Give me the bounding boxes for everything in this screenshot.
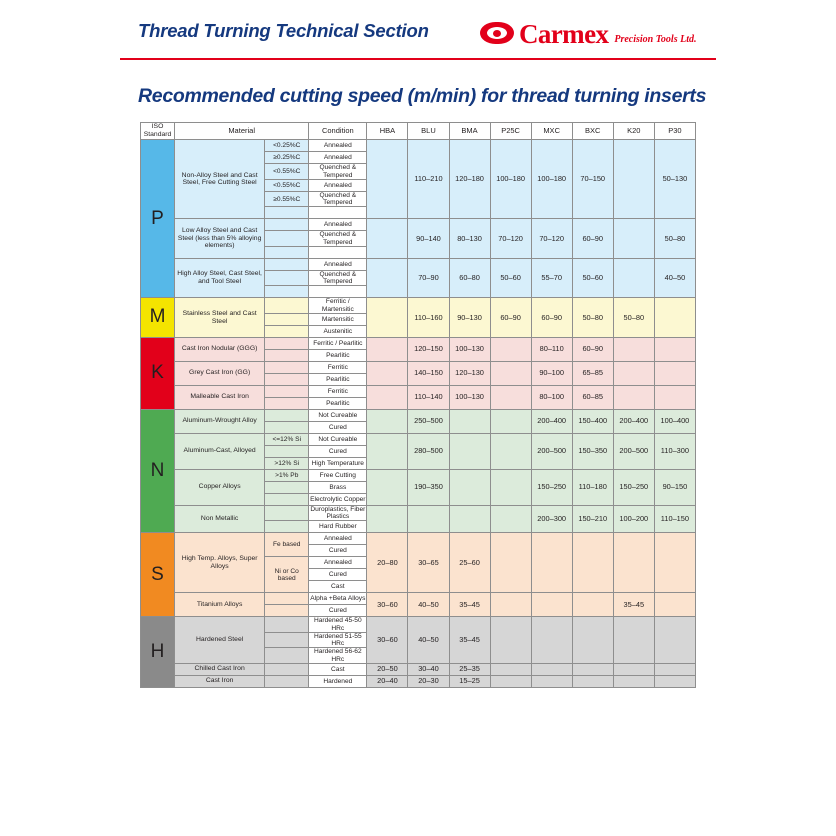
condition-cell: Annealed <box>309 179 367 191</box>
condition-cell: Ferritic / Martensitic <box>309 298 367 314</box>
material-subtype-cell <box>265 397 309 409</box>
material-cell: Non Metallic <box>175 505 265 533</box>
speed-value-mxc: 80–110 <box>531 337 572 361</box>
speed-value-mxc <box>531 533 572 593</box>
table-row <box>141 433 696 445</box>
speed-value-bma: 90–130 <box>449 298 490 338</box>
speed-value-blu: 250–500 <box>408 409 449 433</box>
speed-value-p30: 50–130 <box>654 140 695 219</box>
speed-value-p25c <box>490 533 531 593</box>
table-row <box>141 505 696 521</box>
speed-value-p30: 110–300 <box>654 433 695 469</box>
material-cell: Aluminum-Cast, Alloyed <box>175 433 265 469</box>
table-header-row <box>141 123 696 140</box>
speed-value-k20 <box>613 675 654 687</box>
speed-value-p25c <box>490 361 531 385</box>
condition-cell: Pearlitic <box>309 397 367 409</box>
header-grade-mxc: MXC <box>531 123 572 140</box>
table-row <box>141 385 696 397</box>
condition-cell: Cured <box>309 605 367 617</box>
speed-value-bma: 100–130 <box>449 385 490 409</box>
condition-cell: Annealed <box>309 258 367 270</box>
table-row <box>141 663 696 675</box>
material-cell: Aluminum-Wrought Alloy <box>175 409 265 433</box>
speed-value-bxc: 60–90 <box>572 337 613 361</box>
speed-value-bxc <box>572 617 613 664</box>
iso-group-s: S <box>141 533 175 617</box>
speed-value-bxc <box>572 533 613 593</box>
table-row <box>141 337 696 349</box>
iso-group-m: M <box>141 298 175 338</box>
material-subtype-cell <box>265 632 309 648</box>
speed-value-mxc: 60–90 <box>531 298 572 338</box>
header-grade-hba: HBA <box>367 123 408 140</box>
page-header <box>0 0 836 62</box>
material-cell: Cast Iron Nodular (GGG) <box>175 337 265 361</box>
material-subtype-cell <box>265 361 309 373</box>
speed-value-p25c <box>490 505 531 533</box>
table-row <box>141 258 696 270</box>
material-subtype-cell <box>265 421 309 433</box>
table-row <box>141 675 696 687</box>
material-cell: Chilled Cast Iron <box>175 663 265 675</box>
condition-cell: High Temperature <box>309 457 367 469</box>
speed-value-p30 <box>654 593 695 617</box>
condition-cell: Quenched & Tempered <box>309 270 367 286</box>
material-cell: Stainless Steel and Cast Steel <box>175 298 265 338</box>
section-title: Recommended cutting speed (m/min) for thread turning inserts <box>138 85 707 107</box>
material-subtype-cell <box>265 663 309 675</box>
speed-value-hba <box>367 505 408 533</box>
speed-value-p30 <box>654 533 695 593</box>
material-subtype-cell <box>265 593 309 605</box>
condition-cell: Annealed <box>309 140 367 152</box>
speed-value-k20 <box>613 533 654 593</box>
speed-value-mxc: 70–120 <box>531 219 572 259</box>
speed-value-p25c: 50–60 <box>490 258 531 298</box>
material-subtype-cell: <0.25%C <box>265 140 309 152</box>
material-subtype-cell <box>265 505 309 521</box>
condition-cell <box>309 286 367 298</box>
speed-value-bma <box>449 409 490 433</box>
condition-cell <box>309 246 367 258</box>
speed-value-p25c: 70–120 <box>490 219 531 259</box>
speed-value-hba: 20–50 <box>367 663 408 675</box>
header-grade-p25c: P25C <box>490 123 531 140</box>
speed-value-p25c <box>490 409 531 433</box>
speed-value-hba <box>367 219 408 259</box>
speed-value-blu: 90–140 <box>408 219 449 259</box>
speed-value-blu: 140–150 <box>408 361 449 385</box>
material-subtype-cell <box>265 313 309 325</box>
material-subtype-cell <box>265 617 309 633</box>
material-cell: Titanium Alloys <box>175 593 265 617</box>
speed-value-p25c: 60–90 <box>490 298 531 338</box>
table-row <box>141 469 696 481</box>
speed-value-blu: 40–50 <box>408 617 449 664</box>
speed-value-hba: 20–40 <box>367 675 408 687</box>
cutting-speed-table-wrapper <box>140 122 696 688</box>
material-subtype-cell <box>265 648 309 664</box>
speed-value-bxc: 50–60 <box>572 258 613 298</box>
table-body <box>141 123 696 688</box>
speed-value-p25c <box>490 663 531 675</box>
material-cell: Grey Cast Iron (GG) <box>175 361 265 385</box>
speed-value-bma: 25–60 <box>449 533 490 593</box>
table-row <box>141 361 696 373</box>
speed-value-p30 <box>654 337 695 361</box>
speed-value-blu: 110–140 <box>408 385 449 409</box>
speed-value-blu: 30–65 <box>408 533 449 593</box>
speed-value-p30: 40–50 <box>654 258 695 298</box>
material-subtype-cell: <0.55%C <box>265 179 309 191</box>
speed-value-blu: 120–150 <box>408 337 449 361</box>
table-row <box>141 409 696 421</box>
speed-value-p30: 100–400 <box>654 409 695 433</box>
material-subtype-cell: <0.55%C <box>265 164 309 180</box>
speed-value-hba <box>367 433 408 469</box>
speed-value-k20: 50–80 <box>613 298 654 338</box>
speed-value-mxc: 100–180 <box>531 140 572 219</box>
condition-cell: Quenched & Tempered <box>309 164 367 180</box>
speed-value-mxc: 80–100 <box>531 385 572 409</box>
condition-cell: Electrolytic Copper <box>309 493 367 505</box>
material-subtype-cell <box>265 605 309 617</box>
condition-cell: Pearlitic <box>309 373 367 385</box>
material-subtype-cell <box>265 493 309 505</box>
speed-value-k20 <box>613 617 654 664</box>
condition-cell: Cured <box>309 421 367 433</box>
material-cell: Hardened Steel <box>175 617 265 664</box>
carmex-eye-logo-icon <box>480 18 514 48</box>
material-subtype-cell <box>265 258 309 270</box>
speed-value-p25c <box>490 337 531 361</box>
speed-value-hba <box>367 258 408 298</box>
condition-cell: Duroplastics, Fiber Plastics <box>310 505 366 521</box>
speed-value-mxc <box>531 675 572 687</box>
speed-value-bma <box>449 505 490 533</box>
material-cell: High Alloy Steel, Cast Steel, and Tool Steel <box>175 258 265 298</box>
speed-value-bma: 120–180 <box>449 140 490 219</box>
material-subtype-cell <box>265 385 309 397</box>
speed-value-bma: 35–45 <box>449 593 490 617</box>
header-divider <box>120 58 716 60</box>
speed-value-p30 <box>654 663 695 675</box>
speed-value-bxc: 110–180 <box>572 469 613 505</box>
table-row <box>141 617 696 633</box>
speed-value-bxc <box>572 663 613 675</box>
speed-value-bxc <box>572 675 613 687</box>
speed-value-mxc: 55–70 <box>531 258 572 298</box>
speed-value-bma: 100–130 <box>449 337 490 361</box>
speed-value-p25c <box>490 675 531 687</box>
header-material: Material <box>175 123 309 140</box>
condition-cell: Cured <box>309 545 367 557</box>
speed-value-blu: 190–350 <box>408 469 449 505</box>
condition-cell: Free Cutting <box>309 469 367 481</box>
condition-cell: Annealed <box>309 533 367 545</box>
material-subtype-cell <box>265 675 309 687</box>
table-row <box>141 140 696 152</box>
speed-value-bxc: 70–150 <box>572 140 613 219</box>
material-subtype-cell <box>265 286 309 298</box>
speed-value-blu <box>408 505 449 533</box>
speed-value-mxc <box>531 593 572 617</box>
iso-group-h: H <box>141 617 175 688</box>
condition-cell: Ferritic / Pearlitic <box>309 337 367 349</box>
speed-value-bma <box>449 469 490 505</box>
speed-value-bxc: 150–400 <box>572 409 613 433</box>
speed-value-p30 <box>654 298 695 338</box>
table-row <box>141 533 696 545</box>
speed-value-mxc <box>531 663 572 675</box>
speed-value-k20 <box>613 219 654 259</box>
condition-cell: Hardened 56-62 HRc <box>309 648 367 664</box>
speed-value-k20: 150–250 <box>613 469 654 505</box>
speed-value-k20: 200–500 <box>613 433 654 469</box>
brand-subtitle: Precision Tools Ltd. <box>614 34 697 45</box>
header-grade-k20: K20 <box>613 123 654 140</box>
speed-value-p30 <box>654 361 695 385</box>
speed-value-blu: 110–160 <box>408 298 449 338</box>
speed-value-bxc: 60–85 <box>572 385 613 409</box>
speed-value-blu: 110–210 <box>408 140 449 219</box>
material-cell: High Temp. Alloys, Super Alloys <box>175 533 265 593</box>
speed-value-hba: 30–60 <box>367 617 408 664</box>
material-subtype-cell <box>265 207 309 219</box>
speed-value-k20 <box>613 140 654 219</box>
material-subtype-cell <box>265 219 309 231</box>
speed-value-mxc: 200–300 <box>531 505 572 533</box>
material-subtype-cell: Ni or Co based <box>265 557 309 593</box>
header-condition: Condition <box>309 123 367 140</box>
material-subtype-cell <box>265 409 309 421</box>
speed-value-blu: 280–500 <box>408 433 449 469</box>
speed-value-hba <box>367 298 408 338</box>
condition-cell: Quenched & Tempered <box>309 191 367 207</box>
condition-cell: Hardened <box>309 675 367 687</box>
material-subtype-cell: Fe based <box>265 533 309 557</box>
speed-value-p25c <box>490 433 531 469</box>
speed-value-p30: 50–80 <box>654 219 695 259</box>
page-title: Thread Turning Technical Section <box>138 20 429 41</box>
condition-cell: Austenitic <box>309 325 367 337</box>
condition-cell: Annealed <box>309 152 367 164</box>
speed-value-bma: 25–35 <box>449 663 490 675</box>
condition-cell: Hard Rubber <box>309 521 367 533</box>
speed-value-bxc: 150–210 <box>572 505 613 533</box>
speed-value-p30: 110–150 <box>654 505 695 533</box>
condition-cell: Brass <box>309 481 367 493</box>
table-row <box>141 219 696 231</box>
table-row <box>141 593 696 605</box>
material-subtype-cell <box>265 481 309 493</box>
speed-value-p30 <box>654 385 695 409</box>
table-row <box>141 298 696 314</box>
material-cell: Non-Alloy Steel and Cast Steel, Free Cutting Steel <box>175 140 265 219</box>
condition-cell: Cast <box>309 581 367 593</box>
condition-cell: Hardened 45-50 HRc <box>309 617 367 633</box>
condition-cell: Not Cureable <box>309 409 367 421</box>
speed-value-bxc: 60–90 <box>572 219 613 259</box>
header-grade-blu: BLU <box>408 123 449 140</box>
speed-value-k20: 100–200 <box>613 505 654 533</box>
speed-value-k20: 35–45 <box>613 593 654 617</box>
speed-value-hba <box>367 140 408 219</box>
material-subtype-cell: ≥0.25%C <box>265 152 309 164</box>
speed-value-bma: 120–130 <box>449 361 490 385</box>
speed-value-hba <box>367 409 408 433</box>
iso-group-p: P <box>141 140 175 298</box>
material-subtype-cell <box>265 231 309 247</box>
material-cell: Copper Alloys <box>175 469 265 505</box>
material-subtype-cell <box>265 349 309 361</box>
condition-cell: Annealed <box>309 557 367 569</box>
condition-cell <box>309 207 367 219</box>
speed-value-mxc: 150–250 <box>531 469 572 505</box>
speed-value-bma: 60–80 <box>449 258 490 298</box>
speed-value-blu: 30–40 <box>408 663 449 675</box>
speed-value-bma: 35–45 <box>449 617 490 664</box>
material-subtype-cell: >12% Si <box>265 457 309 469</box>
material-subtype-cell <box>265 337 309 349</box>
header-grade-p30: P30 <box>654 123 695 140</box>
condition-cell: Quenched & Tempered <box>309 231 367 247</box>
condition-cell: Martensitic <box>309 313 367 325</box>
material-subtype-cell <box>265 521 309 533</box>
speed-value-bma <box>449 433 490 469</box>
material-subtype-cell: >1% Pb <box>265 469 309 481</box>
speed-value-p25c <box>490 617 531 664</box>
speed-value-bxc <box>572 593 613 617</box>
speed-value-p25c <box>490 593 531 617</box>
brand-logo <box>480 18 697 48</box>
speed-value-p25c <box>490 385 531 409</box>
speed-value-k20 <box>613 337 654 361</box>
speed-value-k20 <box>613 385 654 409</box>
speed-value-bxc: 50–80 <box>572 298 613 338</box>
material-subtype-cell: ≥0.55%C <box>265 191 309 207</box>
condition-cell: Pearlitic <box>309 349 367 361</box>
material-subtype-cell <box>265 298 309 314</box>
speed-value-k20 <box>613 663 654 675</box>
material-subtype-cell <box>265 325 309 337</box>
cutting-speed-table <box>140 122 696 688</box>
condition-cell: Cured <box>309 569 367 581</box>
material-cell: Low Alloy Steel and Cast Steel (less than 5% alloying elements) <box>175 219 265 259</box>
speed-value-hba <box>367 385 408 409</box>
condition-cell: Ferritic <box>309 385 367 397</box>
condition-cell: Cured <box>309 445 367 457</box>
speed-value-hba <box>367 469 408 505</box>
speed-value-hba <box>367 361 408 385</box>
speed-value-p30 <box>654 675 695 687</box>
condition-cell: Not Cureable <box>309 433 367 445</box>
condition-cell: Ferritic <box>309 361 367 373</box>
speed-value-p25c <box>490 469 531 505</box>
speed-value-bma: 15–25 <box>449 675 490 687</box>
speed-value-p30: 90–150 <box>654 469 695 505</box>
speed-value-k20 <box>613 258 654 298</box>
speed-value-k20: 200–400 <box>613 409 654 433</box>
speed-value-mxc <box>531 617 572 664</box>
speed-value-mxc: 200–400 <box>531 409 572 433</box>
condition-cell: Hardened 51-55 HRc <box>309 632 367 648</box>
material-subtype-cell <box>265 445 309 457</box>
speed-value-blu: 70–90 <box>408 258 449 298</box>
speed-value-bxc: 150–350 <box>572 433 613 469</box>
speed-value-p30 <box>654 617 695 664</box>
material-subtype-cell <box>265 373 309 385</box>
speed-value-blu: 40–50 <box>408 593 449 617</box>
material-cell: Cast Iron <box>175 675 265 687</box>
header-grade-bma: BMA <box>449 123 490 140</box>
iso-group-k: K <box>141 337 175 409</box>
speed-value-hba <box>367 337 408 361</box>
header-grade-bxc: BXC <box>572 123 613 140</box>
speed-value-bma: 80–130 <box>449 219 490 259</box>
header-iso-standard: ISO Standard <box>141 123 175 140</box>
condition-cell: Annealed <box>309 219 367 231</box>
material-cell: Malleable Cast Iron <box>175 385 265 409</box>
speed-value-hba: 20–80 <box>367 533 408 593</box>
speed-value-mxc: 200–500 <box>531 433 572 469</box>
brand-name: Carmex <box>519 19 609 49</box>
condition-cell: Cast <box>309 663 367 675</box>
speed-value-blu: 20–30 <box>408 675 449 687</box>
speed-value-bxc: 65–85 <box>572 361 613 385</box>
speed-value-k20 <box>613 361 654 385</box>
material-subtype-cell: <=12% Si <box>265 433 309 445</box>
speed-value-p25c: 100–180 <box>490 140 531 219</box>
speed-value-mxc: 90–100 <box>531 361 572 385</box>
condition-cell: Alpha +Beta Alloys <box>309 593 367 605</box>
material-subtype-cell <box>265 246 309 258</box>
speed-value-hba: 30–60 <box>367 593 408 617</box>
iso-group-n: N <box>141 409 175 533</box>
material-subtype-cell <box>265 270 309 286</box>
